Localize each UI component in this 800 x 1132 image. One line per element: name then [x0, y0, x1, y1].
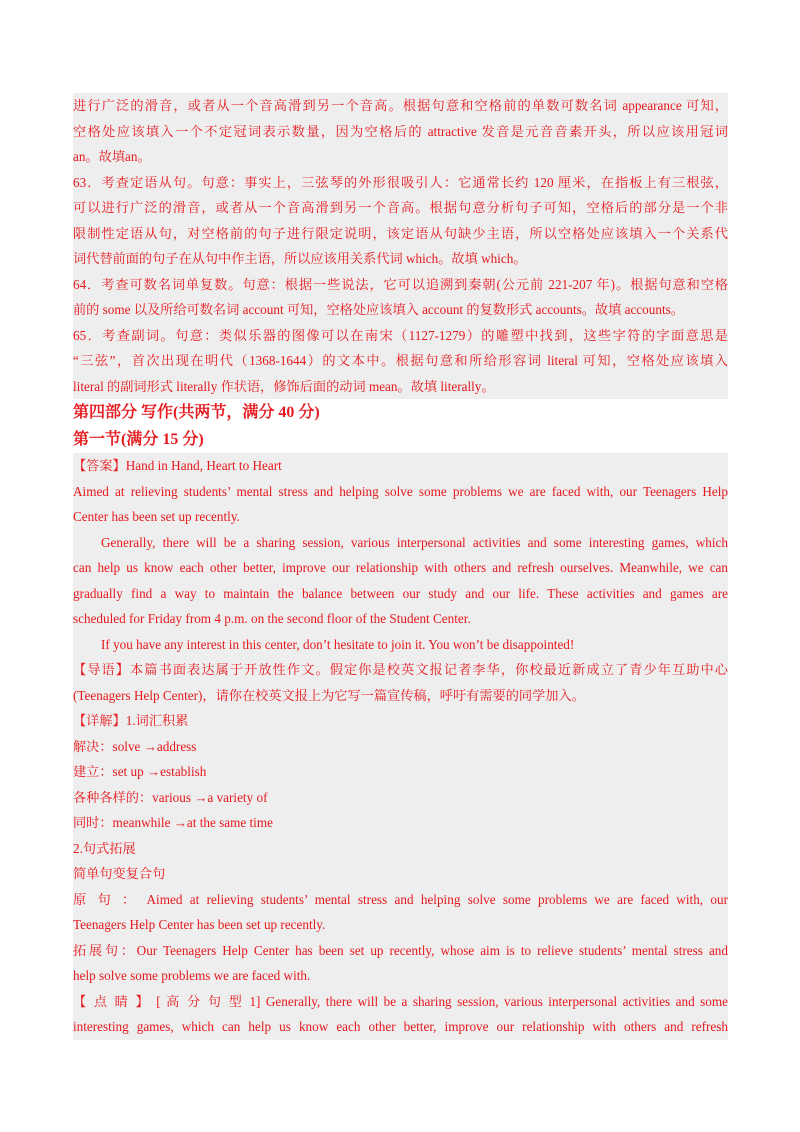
- answer-p3: If you have any interest in this center, don’t hesitate to join it. You won’t be disappointed!: [101, 636, 575, 652]
- vocab-item-4: 同时：meanwhile →at the same time: [73, 815, 273, 830]
- q63-line-2: 可以进行广泛的滑音，或者从一个音高滑到另一个音高。根据句意分析句子可知，空格后的部分是一个非: [73, 200, 728, 215]
- answer-p2-line-3: gradually find a way to maintain the balance between our study and our life. These activities and games are: [73, 585, 728, 601]
- vocab-item-3: 各种各样的：various →a variety of: [73, 789, 268, 805]
- answer-block: [73, 453, 728, 1040]
- section1-heading: 第一节(满分 15 分): [73, 431, 204, 448]
- sentence-expansion-subheading: 简单句变复合句: [73, 866, 166, 881]
- comment-line-2: interesting games, which can help us know each other better, improve our relationship with others and refresh: [73, 1019, 728, 1034]
- explanation-block: [73, 93, 728, 399]
- document-page: [73, 93, 728, 1040]
- q64-line-2: 前的 some 以及所给可数名词 account 可知，空格处应该填入 account 的复数形式 accounts。故填 accounts。: [73, 302, 684, 317]
- guide-line-2: (Teenagers Help Center)，请你在校英文报上为它写一篇宣传稿，呼吁有需要的同学加入。: [73, 687, 585, 703]
- guide-line-1: 【导语】本篇书面表达属于开放性作文。假定你是校英文报记者李华，你校最近新成立了青少年互助中心: [73, 662, 728, 677]
- answer-p1-line-1: Aimed at relieving students’ mental stress and helping solve some problems we are faced with, our Teenagers Help: [73, 483, 728, 499]
- q65-line-2: “三弦”，首次出现在明代（1368-1644）的文本中。根据句意和所给形容词 literal 可知，空格处应该填入: [73, 353, 728, 368]
- q63-line-1: 63．考查定语从句。句意：事实上，三弦琴的外形很吸引人：它通常长约 120 厘米，在指板上有三根弦，: [73, 174, 728, 190]
- sentence-expansion-heading: 2.句式拓展: [73, 840, 136, 856]
- original-sentence-line-2: Teenagers Help Center has been set up recently.: [73, 917, 326, 932]
- explanation-continuation-line-3: an。故填an。: [73, 149, 151, 164]
- answer-title: 【答案】Hand in Hand, Heart to Heart: [73, 458, 282, 473]
- q65-line-3: literal 的副词形式 literally 作状语，修饰后面的动词 mean。故填 literally。: [73, 378, 495, 394]
- vocab-item-1: 解决：solve →address: [73, 738, 197, 754]
- q65-line-1: 65．考查副词。句意：类似乐器的图像可以在南宋（1127-1279）的雕塑中找到，这些字符的字面意思是: [73, 327, 728, 343]
- q63-line-4: 词代替前面的句子在从句中作主语，所以应该用关系代词 which。故填 which。: [73, 251, 527, 266]
- part4-heading: 第四部分 写作(共两节，满分 40 分): [73, 404, 320, 421]
- extended-sentence-line-1: 拓展句：Our Teenagers Help Center has been set up recently, whose aim is to relieve students’ mental stress and: [73, 942, 728, 958]
- explanation-continuation-line-1: 进行广泛的滑音，或者从一个音高滑到另一个音高。根据句意和空格前的单数可数名词 appearance 可知，: [73, 98, 728, 113]
- extended-sentence-line-2: help solve some problems we are faced with.: [73, 968, 311, 983]
- q64-line-1: 64．考查可数名词单复数。句意：根据一些说法，它可以追溯到秦朝(公元前 221-207 年)。根据句意和空格: [73, 276, 728, 292]
- q63-line-3: 限制性定语从句，对空格前的句子进行限定说明，该定语从句缺少主语，所以空格处应该填入一个关系代: [73, 225, 728, 241]
- original-sentence-line-1: 原 句 ： Aimed at relieving students’ mental stress and helping solve some problems we are faced with, our: [73, 891, 728, 907]
- answer-p2-line-2: can help us know each other better, improve our relationship with others and refresh ourselves. Meanwhile, we can: [73, 560, 728, 575]
- answer-p1-line-2: Center has been set up recently.: [73, 509, 240, 524]
- vocab-item-2: 建立：set up →establish: [73, 764, 207, 779]
- answer-p2-line-1: Generally, there will be a sharing session, various interpersonal activities and some interesting games, which: [101, 534, 728, 550]
- detail-heading: 【详解】1.词汇积累: [73, 713, 189, 728]
- comment-line-1: 【 点 睛 】 [ 高 分 句 型 1] Generally, there will be a sharing session, various interpersonal activities and some: [73, 993, 728, 1009]
- answer-p2-line-4: scheduled for Friday from 4 p.m. on the second floor of the Student Center.: [73, 611, 471, 626]
- explanation-continuation-line-2: 空格处应该填入一个不定冠词表示数量，因为空格后的 attractive 发音是元音音素开头，所以应该用冠词: [73, 123, 728, 139]
